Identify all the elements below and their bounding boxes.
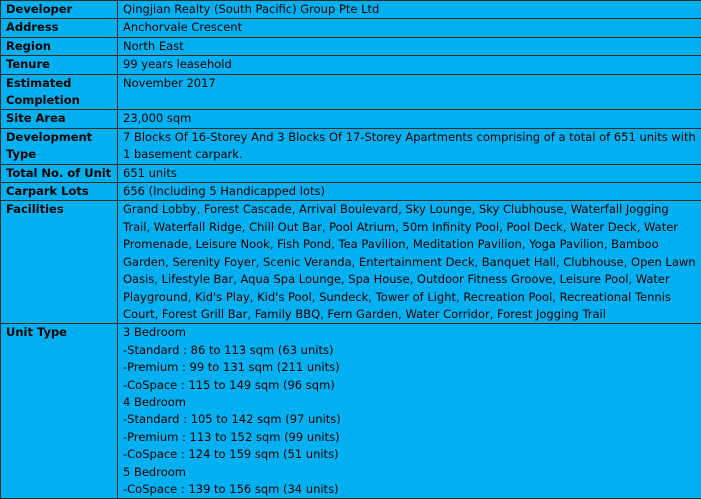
row-value-region: North East <box>118 37 701 55</box>
table-row <box>1 183 701 201</box>
unit-type-line: -Premium : 99 to 131 sqm (211 units) <box>123 359 699 376</box>
unit-type-line: -CoSpace : 115 to 149 sqm (96 sqm) <box>123 377 699 394</box>
row-value-unit-type <box>118 324 701 499</box>
unit-type-line: -CoSpace : 124 to 159 sqm (51 units) <box>123 446 699 463</box>
table-row <box>1 74 701 110</box>
row-value-facilities: Grand Lobby, Forest Cascade, Arrival Boulevard, Sky Lounge, Sky Clubhouse, Waterfall Jogging Trail, Waterfall Ridge, Chill Out Bar, Pool Atrium, 50m Infinity Pool, Pool Deck, Water Deck, Water Promenade, Leisure Nook, Fish Pond, Tea Pavilion, Meditation Pavilion, Yoga Pavilion, Bamboo Garden, Serenity Foyer, Scenic Veranda, Entertainment Deck, Banquet Hall, Clubhouse, Open Lawn Oasis, Lifestyle Bar, Aqua Spa Lounge, Spa House, Outdoor Fitness Groove, Leisure Pool, Water Playground, Kid's Play, Kid's Pool, Sundeck, Tower of Light, Recreation Pool, Recreational Tennis Court, Forest Grill Bar, Family BBQ, Fern Garden, Water Corridor, Forest Jogging Trail <box>118 201 701 324</box>
row-value-address: Anchorvale Crescent <box>118 19 701 37</box>
row-label-address: Address <box>1 19 118 37</box>
table-row <box>1 19 701 37</box>
unit-type-line: 5 Bedroom <box>123 464 699 481</box>
table-row <box>1 110 701 128</box>
row-label-carpark-lots: Carpark Lots <box>1 183 118 201</box>
row-value-development-type: 7 Blocks Of 16-Storey And 3 Blocks Of 17-Storey Apartments comprising of a total of 651 units with 1 basement carpark. <box>118 128 701 164</box>
table-row <box>1 324 701 499</box>
row-label-developer: Developer <box>1 1 118 19</box>
row-label-region: Region <box>1 37 118 55</box>
table-row <box>1 56 701 74</box>
row-value-estimated-completion: November 2017 <box>118 74 701 110</box>
unit-type-line: -Premium : 113 to 152 sqm (99 units) <box>123 429 699 446</box>
row-value-site-area: 23,000 sqm <box>118 110 701 128</box>
row-label-site-area: Site Area <box>1 110 118 128</box>
table-row <box>1 128 701 164</box>
row-label-estimated-completion: Estimated Completion <box>1 74 118 110</box>
table-row <box>1 37 701 55</box>
row-value-developer: Qingjian Realty (South Pacific) Group Pte Ltd <box>118 1 701 19</box>
table-row <box>1 164 701 182</box>
row-label-development-type: Development Type <box>1 128 118 164</box>
row-label-unit-type: Unit Type <box>1 324 118 499</box>
row-value-carpark-lots: 656 (Including 5 Handicapped lots) <box>118 183 701 201</box>
row-value-tenure: 99 years leasehold <box>118 56 701 74</box>
unit-type-line: -CoSpace : 139 to 156 sqm (34 units) <box>123 481 699 498</box>
unit-type-line: 4 Bedroom <box>123 394 699 411</box>
row-label-total-units: Total No. of Unit <box>1 164 118 182</box>
unit-type-line: -Standard : 105 to 142 sqm (97 units) <box>123 411 699 428</box>
unit-type-line: -Standard : 86 to 113 sqm (63 units) <box>123 342 699 359</box>
row-label-facilities: Facilities <box>1 201 118 324</box>
row-label-tenure: Tenure <box>1 56 118 74</box>
unit-type-line: 3 Bedroom <box>123 324 699 341</box>
table-row <box>1 1 701 19</box>
row-value-total-units: 651 units <box>118 164 701 182</box>
table-row <box>1 201 701 324</box>
